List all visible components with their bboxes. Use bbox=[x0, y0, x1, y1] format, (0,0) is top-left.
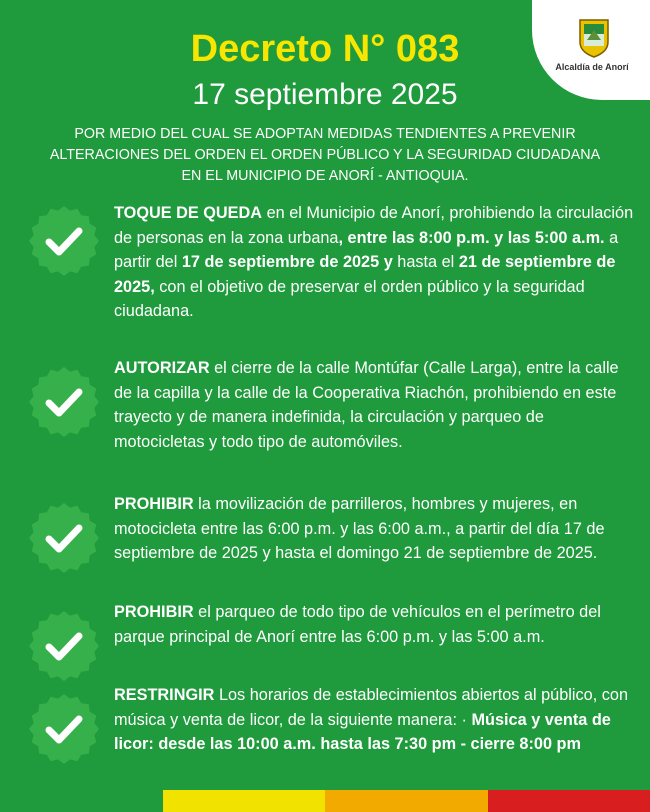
check-badge-icon bbox=[28, 502, 100, 574]
decree-subtitle: POR MEDIO DEL CUAL SE ADOPTAN MEDIDAS TENDIENTES A PREVENIR ALTERACIONES DEL ORDEN EL ORDEN PÚBLICO Y LA SEGURIDAD CIUDADANA EN EL MUNICIPIO DE ANORÍ - ANTIOQUIA. bbox=[49, 126, 601, 184]
item-text-regular: con el objetivo de preservar el orden público y la seguridad ciudadana. bbox=[114, 277, 585, 320]
item-text-regular: Los horarios de establecimientos abiertos al público, con música y venta de licor, de la siguiente manera: · bbox=[114, 686, 629, 729]
item-text-bold: 17 de septiembre de 2025 y bbox=[181, 253, 393, 271]
item-text-regular: a partir del bbox=[114, 228, 619, 271]
item-text bbox=[114, 492, 634, 566]
item-text-bold: TOQUE DE QUEDA bbox=[114, 204, 263, 222]
item-text bbox=[114, 356, 634, 454]
item-text-bold: PROHIBIR bbox=[114, 603, 194, 621]
check-badge-icon bbox=[28, 610, 100, 682]
item-text-bold: Música y venta de licor: desde las 10:00 a.m. hasta las 7:30 pm - cierre 8:00 pm bbox=[114, 710, 611, 753]
stripe-yellow bbox=[163, 790, 326, 812]
item-text bbox=[114, 600, 634, 649]
item-text-bold: AUTORIZAR bbox=[114, 359, 210, 377]
item-text-regular: el cierre de la calle Montúfar (Calle Larga), entre la calle de la capilla y la calle de la Cooperativa Riachón, prohibiendo en este trayecto y de manera indefinida, la circulación y parqueo de motocicletas y todo tipo de automóviles. bbox=[114, 359, 619, 451]
item-text-regular: la movilización de parrilleros, hombres y mujeres, en motocicleta entre las 6:00 p.m. y las 6:00 a.m., a partir del día 17 de septiembre de 2025 y hasta el domingo 21 de septiembre de 2025. bbox=[114, 495, 605, 562]
check-badge-icon bbox=[28, 693, 100, 765]
decree-date: 17 septiembre 2025 bbox=[192, 78, 458, 111]
page-title: Decreto N° 083 bbox=[190, 28, 460, 70]
stripe-orange bbox=[325, 790, 488, 812]
color-stripe-footer bbox=[0, 790, 650, 812]
item-text bbox=[114, 201, 634, 324]
item-text-regular: hasta el bbox=[392, 253, 459, 271]
item-text bbox=[114, 683, 634, 757]
item-text-bold: PROHIBIR bbox=[114, 495, 194, 513]
item-text-bold: , entre las 8:00 p.m. y las 5:00 a.m. bbox=[338, 228, 605, 247]
stripe-green bbox=[0, 790, 163, 812]
check-badge-icon bbox=[28, 205, 100, 277]
item-text-regular: el parqueo de todo tipo de vehículos en el perímetro del parque principal de Anorí entre las 6:00 p.m. y las 5:00 a.m. bbox=[114, 603, 601, 646]
logo-label: Alcaldía de Anorí bbox=[555, 62, 629, 72]
item-text-regular: en el Municipio de Anorí, prohibiendo la circulación de personas en la zona urbana bbox=[114, 204, 634, 247]
stripe-red bbox=[488, 790, 650, 812]
item-text-bold: 21 de septiembre de 2025, bbox=[114, 253, 616, 296]
item-text-bold: RESTRINGIR bbox=[114, 686, 215, 704]
check-badge-icon bbox=[28, 366, 100, 438]
